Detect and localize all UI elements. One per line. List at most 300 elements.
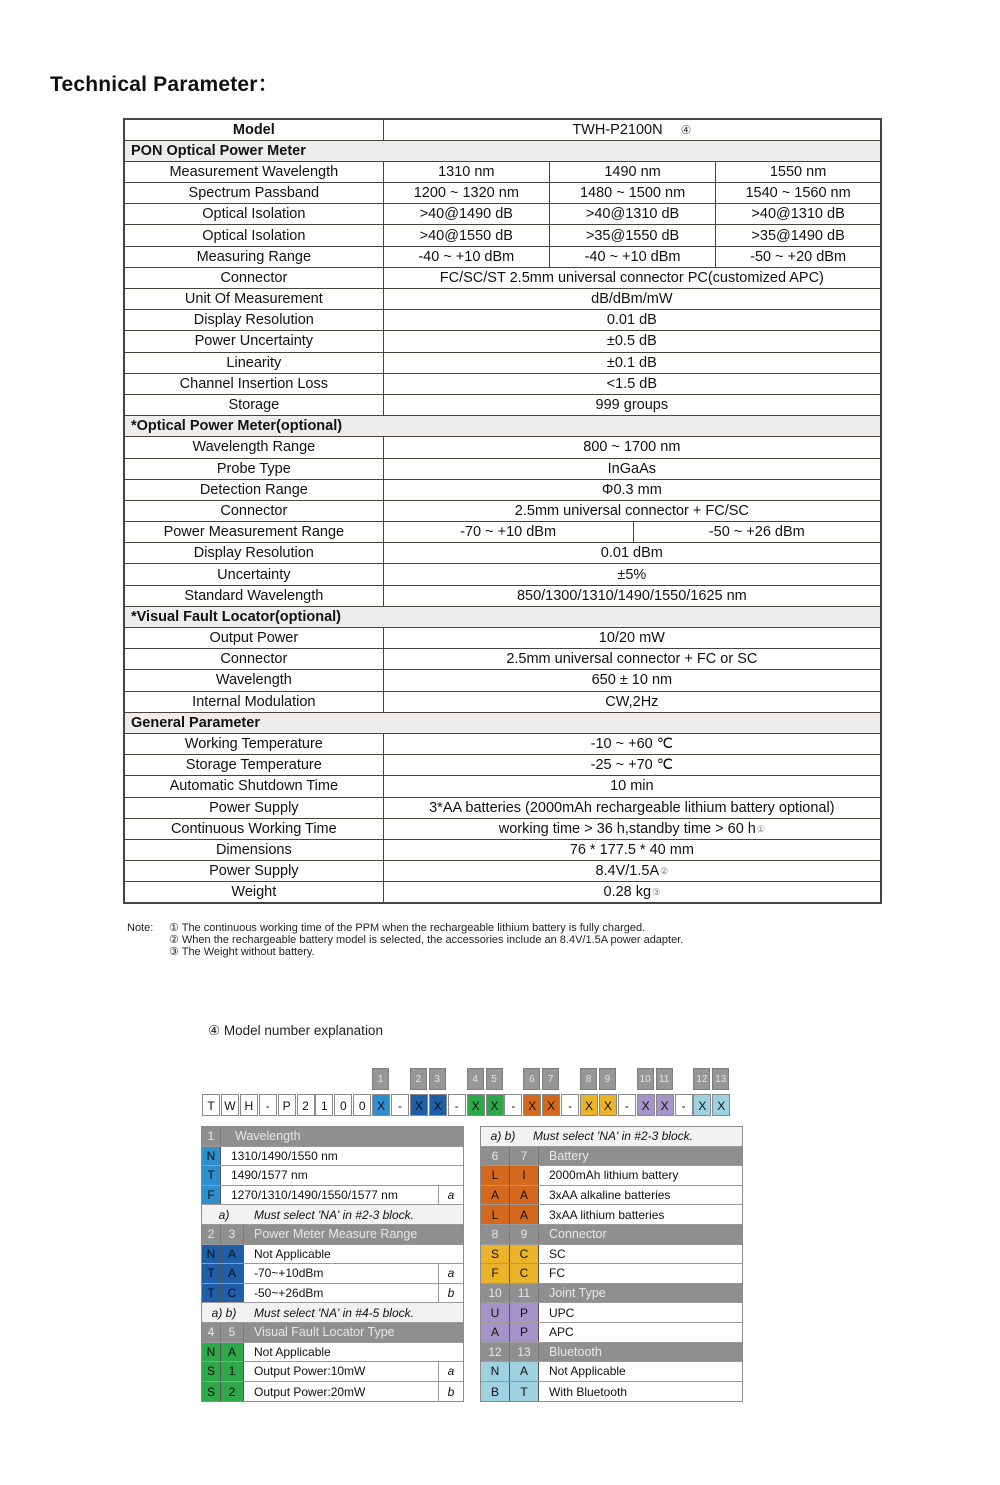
spec-row [124, 839, 881, 860]
spec-value-text: 2.5mm universal connector + FC/SC [514, 502, 749, 519]
spec-value-text: -25 ~ +70 ℃ [590, 757, 674, 774]
legend-option [481, 1186, 742, 1206]
legend-option [481, 1303, 742, 1323]
legend-option [202, 1343, 463, 1363]
legend-note-text: Must select 'NA' in #2-3 block. [533, 1129, 693, 1144]
position-number: 3 [221, 1225, 244, 1244]
spec-value-text: 1200 ~ 1320 nm [413, 185, 519, 202]
legend-note-tag: a) b) [211, 1305, 237, 1320]
spec-value-text: 10 min [610, 778, 654, 795]
spec-value [549, 204, 715, 225]
spec-value [383, 755, 881, 776]
option-code: N [481, 1362, 510, 1381]
spec-value [383, 161, 549, 182]
spec-row [124, 331, 881, 352]
spec-row [124, 373, 881, 394]
spec-value-text: ±0.1 dB [606, 354, 657, 371]
option-text: Not Applicable [244, 1343, 463, 1362]
position-number: 11 [656, 1068, 673, 1090]
code-prefix-char: W [221, 1094, 239, 1116]
option-text: -50~+26dBm [244, 1284, 438, 1303]
legend-block-title: Wavelength [221, 1127, 463, 1146]
spec-label: Working Temperature [124, 733, 383, 754]
model-legend-right [480, 1126, 743, 1402]
section-title: *Optical Power Meter(optional) [124, 416, 881, 437]
spec-value-text: -10 ~ +60 ℃ [590, 736, 674, 753]
option-code: A [510, 1205, 539, 1224]
spec-value-text: 650 ± 10 nm [591, 672, 673, 689]
legend-option [481, 1245, 742, 1265]
code-slot: X [372, 1094, 390, 1116]
spec-label: Unit Of Measurement [124, 289, 383, 310]
legend-note-tag: a) b) [490, 1129, 516, 1144]
note-3: ③ The Weight without battery. [169, 946, 315, 958]
legend-block-title: Visual Fault Locator Type [244, 1323, 463, 1342]
option-code: S [202, 1382, 221, 1402]
spec-row [124, 755, 881, 776]
spec-value [383, 733, 881, 754]
legend-block-header [481, 1147, 742, 1167]
spec-value-text: -40 ~ +10 dBm [418, 248, 515, 265]
spec-value-text: 0.01 dBm [600, 545, 663, 562]
code-slot: X [429, 1094, 447, 1116]
spec-row [124, 310, 881, 331]
spec-value-text: >35@1490 dB [751, 227, 845, 244]
option-text: 1310/1490/1550 nm [221, 1147, 463, 1166]
option-code: N [202, 1147, 221, 1166]
spec-value [383, 394, 881, 415]
option-code: L [481, 1205, 510, 1224]
model-explanation-title: ④ Model number explanation [208, 1023, 383, 1038]
legend-note-text: Must select 'NA' in #2-3 block. [254, 1207, 414, 1222]
option-text: Output Power:20mW [244, 1382, 438, 1402]
spec-label: Connector [124, 649, 383, 670]
spec-value [549, 161, 715, 182]
note-1: ① The continuous working time of the PPM when the rechargeable lithium battery is fully charged. [169, 922, 646, 934]
legend-option [202, 1362, 463, 1382]
spec-row [124, 437, 881, 458]
position-number: 13 [712, 1068, 729, 1090]
spec-value [383, 564, 881, 585]
spec-value-text: Φ0.3 mm [601, 481, 662, 498]
position-number: 10 [637, 1068, 654, 1090]
spec-row [124, 161, 881, 182]
spec-label: Uncertainty [124, 564, 383, 585]
spec-label: Output Power [124, 628, 383, 649]
spec-value [383, 267, 881, 288]
legend-block-header [481, 1225, 742, 1245]
spec-value [383, 522, 633, 543]
option-text: 1490/1577 nm [221, 1166, 463, 1185]
code-slot: X [486, 1094, 504, 1116]
spec-value [383, 437, 881, 458]
spec-label: Standard Wavelength [124, 585, 383, 606]
position-number: 4 [467, 1068, 484, 1090]
spec-label: Probe Type [124, 458, 383, 479]
legend-option [481, 1323, 742, 1343]
option-code: A [481, 1186, 510, 1205]
code-separator: - [448, 1094, 466, 1116]
position-number: 9 [599, 1068, 616, 1090]
spec-label: Spectrum Passband [124, 183, 383, 204]
spec-row [124, 183, 881, 204]
footnote-marker: ② [660, 866, 669, 877]
spec-value [383, 585, 881, 606]
section-title: General Parameter [124, 712, 881, 733]
spec-value-text: 1310 nm [438, 163, 495, 180]
spec-value [549, 246, 715, 267]
spec-value [383, 225, 549, 246]
code-separator: - [675, 1094, 693, 1116]
option-text: UPC [539, 1303, 742, 1322]
spec-value [383, 839, 881, 860]
option-code: A [221, 1245, 244, 1264]
option-text: 1270/1310/1490/1550/1577 nm [221, 1186, 438, 1205]
spec-value [383, 352, 881, 373]
spec-value-text: 76 * 177.5 * 40 mm [569, 841, 694, 858]
spec-value [716, 246, 881, 267]
spec-row [124, 352, 881, 373]
option-text: With Bluetooth [539, 1382, 742, 1402]
spec-value-text: InGaAs [607, 460, 657, 477]
spec-value [633, 522, 881, 543]
position-number: 5 [221, 1323, 244, 1342]
spec-label: Detection Range [124, 479, 383, 500]
legend-block-title: Connector [539, 1225, 742, 1244]
spec-value-text: 0.01 dB [606, 312, 657, 329]
option-code: F [481, 1264, 510, 1283]
legend-note [202, 1303, 463, 1323]
code-prefix-char: P [278, 1094, 296, 1116]
spec-row [124, 861, 881, 882]
position-number: 12 [481, 1343, 510, 1362]
spec-value [383, 310, 881, 331]
spec-label: Automatic Shutdown Time [124, 776, 383, 797]
option-code: N [202, 1343, 221, 1362]
spec-value-text: >40@1550 dB [419, 227, 513, 244]
code-prefix-char: 0 [353, 1094, 371, 1116]
spec-value [383, 691, 881, 712]
spec-label: Power Uncertainty [124, 331, 383, 352]
position-number: 11 [510, 1284, 539, 1303]
code-slot: X [656, 1094, 674, 1116]
section-header [124, 712, 881, 733]
spec-label: Wavelength [124, 670, 383, 691]
spec-row [124, 225, 881, 246]
spec-row [124, 882, 881, 903]
option-code: A [221, 1264, 244, 1283]
spec-row [124, 564, 881, 585]
option-text: Output Power:10mW [244, 1362, 438, 1381]
spec-value-text: 800 ~ 1700 nm [583, 439, 681, 456]
legend-option [202, 1147, 463, 1167]
spec-label: Continuous Working Time [124, 818, 383, 839]
spec-value [383, 543, 881, 564]
option-code: U [481, 1303, 510, 1322]
position-number: 3 [429, 1068, 446, 1090]
code-prefix-char: - [259, 1094, 277, 1116]
note-2: ② When the rechargeable battery model is selected, the accessories include an 8.4V/1.5A power adapter. [169, 934, 684, 946]
legend-option [481, 1264, 742, 1284]
spec-row [124, 818, 881, 839]
page-title: Technical Parameter： [50, 73, 279, 96]
model-legend-left [201, 1126, 464, 1402]
spec-label: Measuring Range [124, 246, 383, 267]
legend-option [481, 1362, 742, 1382]
spec-label: Dimensions [124, 839, 383, 860]
position-number: 12 [693, 1068, 710, 1090]
code-slot: X [712, 1094, 730, 1116]
legend-block-header [481, 1343, 742, 1363]
position-number: 5 [486, 1068, 503, 1090]
legend-option [481, 1166, 742, 1186]
spec-label: Optical Isolation [124, 225, 383, 246]
position-number: 6 [523, 1068, 540, 1090]
code-slot: X [410, 1094, 428, 1116]
spec-value-text: 1540 ~ 1560 nm [745, 185, 851, 202]
code-separator: - [618, 1094, 636, 1116]
option-text: Not Applicable [244, 1245, 463, 1264]
spec-value [383, 289, 881, 310]
spec-value-text: 1480 ~ 1500 nm [579, 185, 686, 202]
spec-value-text: FC/SC/ST 2.5mm universal connector PC(customized APC) [439, 269, 824, 286]
option-code: N [202, 1245, 221, 1264]
spec-row [124, 649, 881, 670]
spec-value [383, 628, 881, 649]
footnote-marker: ③ [652, 887, 661, 898]
spec-value-text: ±0.5 dB [606, 333, 657, 350]
spec-value [383, 776, 881, 797]
spec-label: Power Supply [124, 861, 383, 882]
section-title: *Visual Fault Locator(optional) [124, 606, 881, 627]
option-text: FC [539, 1264, 742, 1283]
spec-row [124, 267, 881, 288]
option-code: T [510, 1382, 539, 1402]
option-flag: b [438, 1382, 463, 1402]
spec-value-text: 1490 nm [604, 163, 661, 180]
legend-note [202, 1205, 463, 1225]
spec-row [124, 246, 881, 267]
legend-option [481, 1205, 742, 1225]
position-number: 2 [202, 1225, 221, 1244]
spec-value-text: <1.5 dB [606, 375, 658, 392]
spec-label: Weight [124, 882, 383, 903]
position-number: 8 [481, 1225, 510, 1244]
spec-value [383, 797, 881, 818]
spec-value [383, 882, 881, 903]
model-value [383, 119, 881, 140]
option-text: -70~+10dBm [244, 1264, 438, 1283]
spec-value [716, 183, 881, 204]
code-separator: - [504, 1094, 522, 1116]
spec-row [124, 670, 881, 691]
option-code: I [510, 1166, 539, 1185]
position-number: 8 [580, 1068, 597, 1090]
spec-value-text: 1550 nm [769, 163, 827, 180]
spec-label: Connector [124, 267, 383, 288]
spec-row [124, 522, 881, 543]
code-slot: X [542, 1094, 560, 1116]
option-flag: a [438, 1186, 463, 1205]
spec-value [383, 458, 881, 479]
option-code: 2 [221, 1382, 244, 1402]
section-title: PON Optical Power Meter [124, 140, 881, 161]
option-text: APC [539, 1323, 742, 1342]
code-slot: X [467, 1094, 485, 1116]
spec-label: Display Resolution [124, 543, 383, 564]
spec-value-text: >35@1550 dB [585, 227, 680, 244]
spec-label: Optical Isolation [124, 204, 383, 225]
code-prefix-char: H [240, 1094, 258, 1116]
position-number: 10 [481, 1284, 510, 1303]
option-code: L [481, 1166, 510, 1185]
option-text: Not Applicable [539, 1362, 742, 1381]
spec-row [124, 479, 881, 500]
spec-label: Measurement Wavelength [124, 161, 383, 182]
option-flag: b [438, 1284, 463, 1303]
option-code: B [481, 1382, 510, 1402]
spec-value-text: working time > 36 h,standby time > 60 h [498, 820, 756, 837]
position-number: 1 [202, 1127, 221, 1146]
spec-row [124, 797, 881, 818]
spec-value-text: -50 ~ +26 dBm [708, 524, 805, 541]
legend-option [202, 1284, 463, 1304]
spec-row [124, 628, 881, 649]
spec-value-text: CW,2Hz [605, 693, 659, 710]
spec-label: Linearity [124, 352, 383, 373]
code-slot: X [637, 1094, 655, 1116]
spec-value [716, 161, 881, 182]
option-code: T [202, 1166, 221, 1185]
legend-note [481, 1127, 742, 1147]
spec-value-text: 3*AA batteries (2000mAh rechargeable lithium battery optional) [429, 799, 835, 816]
spec-value-text: 2.5mm universal connector + FC or SC [506, 651, 758, 668]
legend-block-header [481, 1284, 742, 1304]
spec-label: Storage Temperature [124, 755, 383, 776]
spec-value [383, 500, 881, 521]
position-number: 4 [202, 1323, 221, 1342]
option-text: 2000mAh lithium battery [539, 1166, 742, 1185]
legend-block-title: Battery [539, 1147, 742, 1166]
spec-row [124, 204, 881, 225]
model-label: Model [124, 119, 383, 140]
spec-row [124, 691, 881, 712]
spec-value [383, 818, 881, 839]
model-name: TWH-P2100N [572, 121, 663, 138]
option-text: 3xAA lithium batteries [539, 1205, 742, 1224]
spec-value [383, 183, 549, 204]
position-number: 2 [410, 1068, 427, 1090]
spec-label: Storage [124, 394, 383, 415]
option-flag: a [438, 1264, 463, 1283]
code-slot: X [693, 1094, 711, 1116]
spec-value-text: >40@1310 dB [585, 206, 680, 223]
option-code: C [510, 1245, 539, 1264]
spec-value-text: >40@1310 dB [751, 206, 845, 223]
spec-value-text: 850/1300/1310/1490/1550/1625 nm [516, 587, 747, 604]
option-code: S [202, 1362, 221, 1381]
legend-block-title: Power Meter Measure Range [244, 1225, 463, 1244]
spec-value-text: >40@1490 dB [419, 206, 513, 223]
spec-row [124, 585, 881, 606]
position-number: 1 [372, 1068, 389, 1090]
legend-option [202, 1382, 463, 1402]
spec-value [716, 225, 881, 246]
spec-row [124, 289, 881, 310]
spec-value [383, 331, 881, 352]
legend-note-text: Must select 'NA' in #4-5 block. [254, 1305, 414, 1320]
spec-value [383, 649, 881, 670]
option-code: S [481, 1245, 510, 1264]
section-header [124, 416, 881, 437]
spec-label: Internal Modulation [124, 691, 383, 712]
legend-note-tag: a) [218, 1207, 230, 1222]
model-ref-marker: ④ [680, 122, 692, 137]
option-code: C [221, 1284, 244, 1303]
option-code: P [510, 1323, 539, 1342]
position-number: 6 [481, 1147, 510, 1166]
spec-row [124, 543, 881, 564]
spec-row [124, 394, 881, 415]
code-separator: - [391, 1094, 409, 1116]
option-text: 3xAA alkaline batteries [539, 1186, 742, 1205]
notes-label: Note: [127, 922, 154, 934]
option-code: C [510, 1264, 539, 1283]
legend-block-title: Joint Type [539, 1284, 742, 1303]
spec-value-text: -70 ~ +10 dBm [460, 524, 557, 541]
spec-row [124, 776, 881, 797]
legend-option [202, 1245, 463, 1265]
spec-value-text: 10/20 mW [598, 630, 665, 647]
spec-label: Wavelength Range [124, 437, 383, 458]
option-text: SC [539, 1245, 742, 1264]
legend-block-header [202, 1323, 463, 1343]
legend-block-title: Bluetooth [539, 1343, 742, 1362]
spec-value [383, 861, 881, 882]
option-code: P [510, 1303, 539, 1322]
code-slot: X [580, 1094, 598, 1116]
spec-value [383, 373, 881, 394]
spec-value [716, 204, 881, 225]
option-flag: a [438, 1362, 463, 1381]
spec-value-text: 8.4V/1.5A [595, 863, 660, 880]
spec-value [383, 204, 549, 225]
spec-value [383, 479, 881, 500]
legend-option [481, 1382, 742, 1402]
option-code: T [202, 1284, 221, 1303]
spec-value-text: 999 groups [595, 397, 669, 414]
spec-value [549, 225, 715, 246]
code-prefix-char: 2 [297, 1094, 315, 1116]
spec-value [383, 670, 881, 691]
model-row [124, 119, 881, 140]
section-header [124, 606, 881, 627]
spec-label: Power Measurement Range [124, 522, 383, 543]
spec-value [383, 246, 549, 267]
spec-label: Channel Insertion Loss [124, 373, 383, 394]
spec-label: Connector [124, 500, 383, 521]
spec-label: Display Resolution [124, 310, 383, 331]
code-separator: - [561, 1094, 579, 1116]
spec-row [124, 458, 881, 479]
option-code: 1 [221, 1362, 244, 1381]
legend-option [202, 1166, 463, 1186]
position-number: 7 [510, 1147, 539, 1166]
option-code: F [202, 1186, 221, 1205]
position-number: 7 [542, 1068, 559, 1090]
option-code: A [510, 1186, 539, 1205]
spec-value-text: -50 ~ +20 dBm [750, 248, 847, 265]
